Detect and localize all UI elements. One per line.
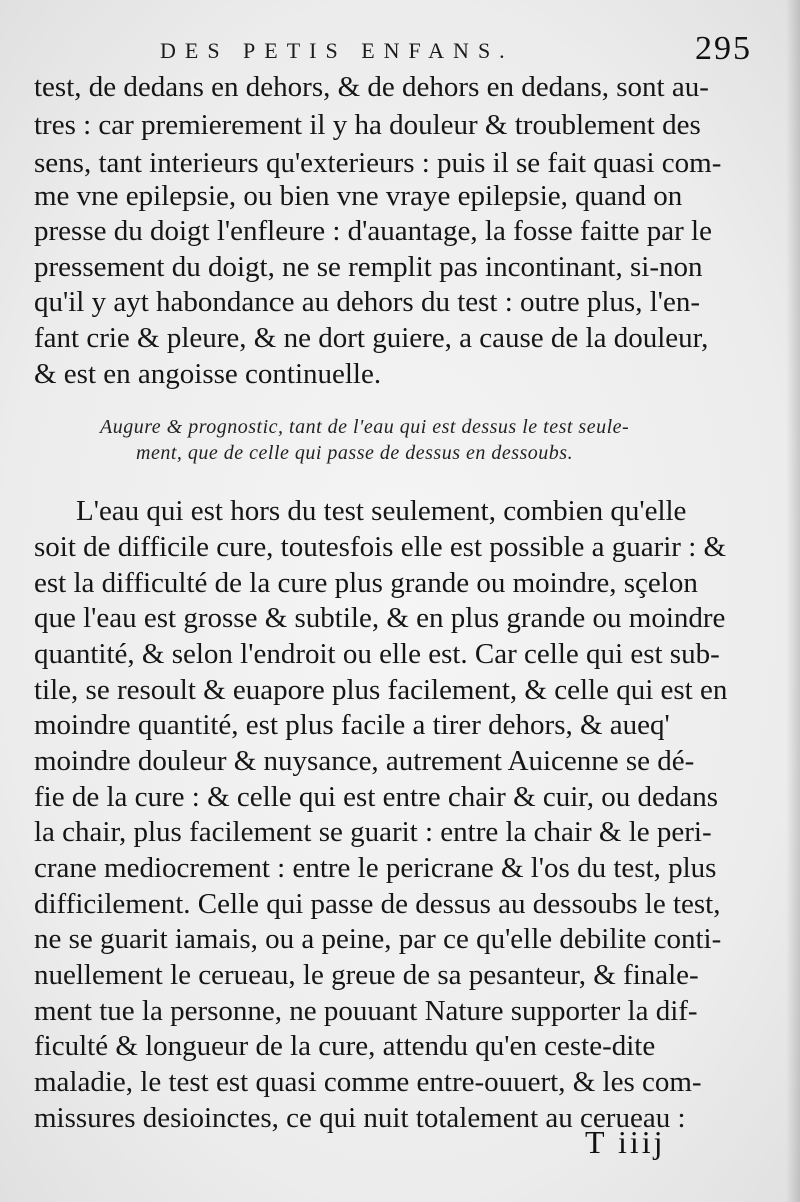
text-line: que l'eau est grosse & subtile, & en plus grande ou moindre [34,602,726,634]
text-line: presse du doigt l'enfleure : d'auantage, la fosse faitte par le [34,215,712,247]
text-line: tres : car premierement il y ha douleur & troublement des [34,109,701,141]
text-line: quantité, & selon l'endroit ou elle est. Car celle qui est sub- [34,638,720,670]
text-line: soit de difficile cure, toutesfois elle est possible a guarir : & [34,531,727,563]
text-line: difficilement. Celle qui passe de dessus au dessoubs le test, [34,888,721,920]
text-line: me vne epilepsie, ou bien vne vraye epilepsie, quand on [34,180,683,212]
section-title-line: Augure & prognostic, tant de l'eau qui est dessus le test seule- [100,416,630,438]
running-head: DES PETIS ENFANS. [160,38,514,63]
text-line: maladie, le test est quasi comme entre-ouuert, & les com- [34,1066,702,1098]
text-line: L'eau qui est hors du test seulement, combien qu'elle [76,495,687,527]
text-line: moindre douleur & nuysance, autrement Auicenne se dé- [34,745,695,777]
section-title-line: ment, que de celle qui passe de dessus en dessoubs. [136,442,574,464]
text-line: ficulté & longueur de la cure, attendu qu'en ceste-dite [34,1030,656,1062]
text-line: tile, se resoult & euapore plus facilement, & celle qui est en [34,674,728,706]
text-line: qu'il y ayt habondance au dehors du test : outre plus, l'en- [34,286,701,318]
text-line: pressement du doigt, ne se remplit pas incontinant, si-non [34,251,703,283]
signature-mark: T iiij [585,1124,666,1160]
text-line: est la difficulté de la cure plus grande ou moindre, sçelon [34,567,698,599]
text-line: & est en angoisse continuelle. [34,358,382,390]
text-line: ment tue la personne, ne pouuant Nature supporter la dif- [34,995,698,1027]
text-line: fie de la cure : & celle qui est entre chair & cuir, ou dedans [34,781,719,813]
page-number: 295 [695,30,752,67]
text-line: fant crie & pleure, & ne dort guiere, a cause de la douleur, [34,322,709,354]
text-line: crane mediocrement : entre le pericrane & l'os du test, plus [34,852,717,884]
text-line: ne se guarit iamais, ou a peine, par ce qu'elle debilite conti- [34,923,722,955]
text-line: missures desioinctes, ce qui nuit totalement au cerueau : [34,1102,686,1134]
text-line: sens, tant interieurs qu'exterieurs : puis il se fait quasi com- [34,147,722,179]
text-line: nuellement le cerueau, le greue de sa pesanteur, & finale- [34,959,699,991]
text-line: la chair, plus facilement se guarit : entre la chair & le peri- [34,816,712,848]
text-line: moindre quantité, est plus facile a tirer dehors, & aueq' [34,709,670,741]
text-line: test, de dedans en dehors, & de dehors en dedans, sont au- [34,71,709,103]
